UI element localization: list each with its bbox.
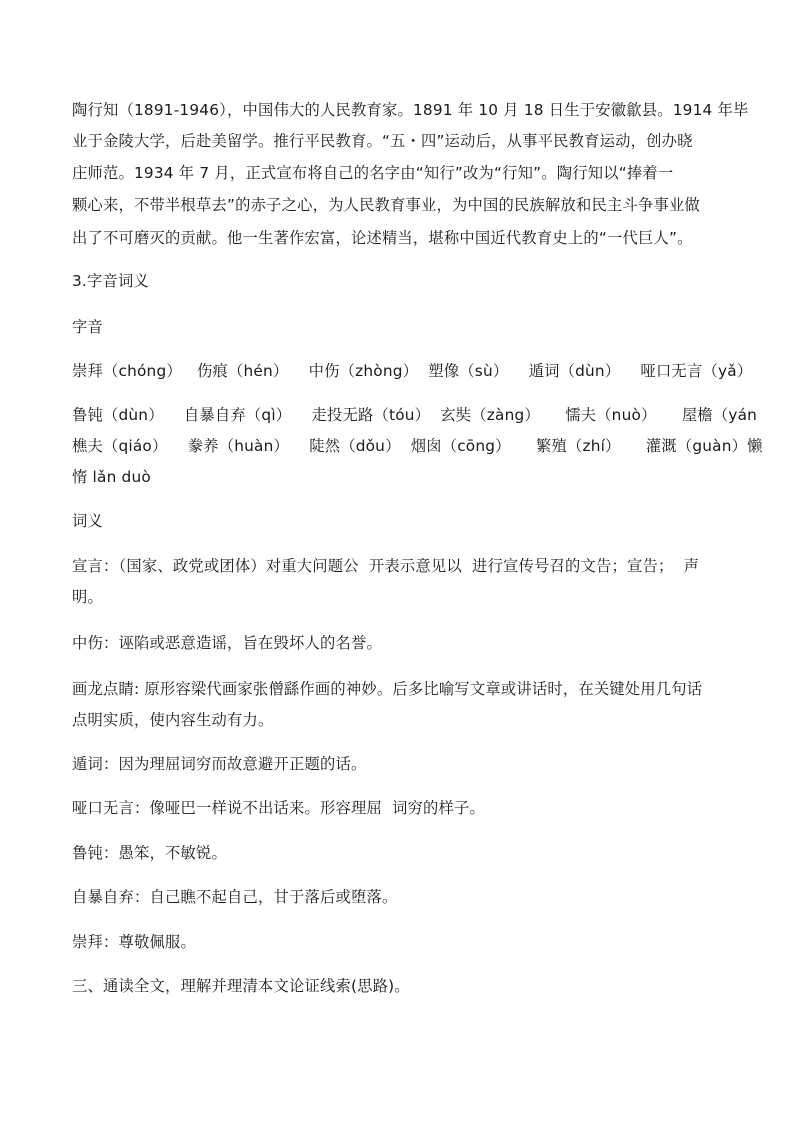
- definition-line: 鲁钝：愚笨，不敏锐。: [72, 844, 227, 862]
- pronunciation-line: 樵夫（qiáo） 豢养（huàn） 陡然（dǒu） 烟囱（cōng） 繁殖（zhí） 灌溉（guàn）懒: [72, 437, 763, 455]
- pronunciation-line: 惰 lǎn duò: [72, 468, 151, 486]
- definition-line: 点明实质，使内容生动有力。: [72, 711, 274, 729]
- intro-line: 庄师范。1934 年 7 月，正式宣布将自己的名字由“知行”改为“行知”。陶行知以“捧着一: [72, 164, 674, 182]
- pronunciation-heading: 字音: [72, 318, 103, 336]
- pronunciation-line: 崇拜（chóng） 伤痕（hén） 中伤（zhòng） 塑像（sù） 遁词（dùn） 哑口无言（yǎ）: [72, 362, 753, 380]
- pronunciation-line: 鲁钝（dùn） 自暴自弃（qì） 走投无路（tóu） 玄奘（zàng） 懦夫（nuò） 屋檐（yán: [72, 406, 758, 424]
- intro-line: 颗心来，不带半根草去”的赤子之心，为人民教育事业，为中国的民族解放和民主斗争事业做: [72, 196, 701, 214]
- definition-line: 宣言：（国家、政党或团体）对重大问题公 开表示意见以 进行宣传号召的文告；宣告； 声: [72, 557, 700, 575]
- intro-line: 业于金陵大学，后赴美留学。推行平民教育。“五・四”运动后，从事平民教育运动，创办晓: [72, 132, 693, 150]
- intro-line: 出了不可磨灭的贡献。他一生著作宏富，论述精当，堪称中国近代教育史上的“一代巨人”。: [72, 229, 693, 247]
- definition-line: 哑口无言：像哑巴一样说不出话来。形容理屈 词穷的样子。: [72, 799, 486, 817]
- definition-line: 崇拜：尊敬佩服。: [72, 933, 196, 951]
- definition-line: 遁词：因为理屈词穷而故意避开正题的话。: [72, 755, 367, 773]
- meanings-heading: 词义: [72, 512, 103, 530]
- definition-line: 中伤：诬陷或恶意造谣，旨在毁坏人的名誉。: [72, 634, 382, 652]
- definition-line: 自暴自弃：自己瞧不起自己，甘于落后或堕落。: [72, 888, 398, 906]
- definition-line: 明。: [72, 588, 103, 606]
- section-heading: 3.字音词义: [72, 272, 149, 290]
- closing-instruction: 三、通读全文，理解并理清本文论证线索(思路)。: [72, 977, 410, 995]
- intro-line: 陶行知（1891-1946），中国伟大的人民教育家。1891 年 10 月 18 日生于安徽歙县。1914 年毕: [72, 101, 749, 119]
- definition-line: 画龙点睛: 原形容梁代画家张僧繇作画的神妙。后多比喻写文章或讲话时，在关键处用几句话: [72, 680, 703, 698]
